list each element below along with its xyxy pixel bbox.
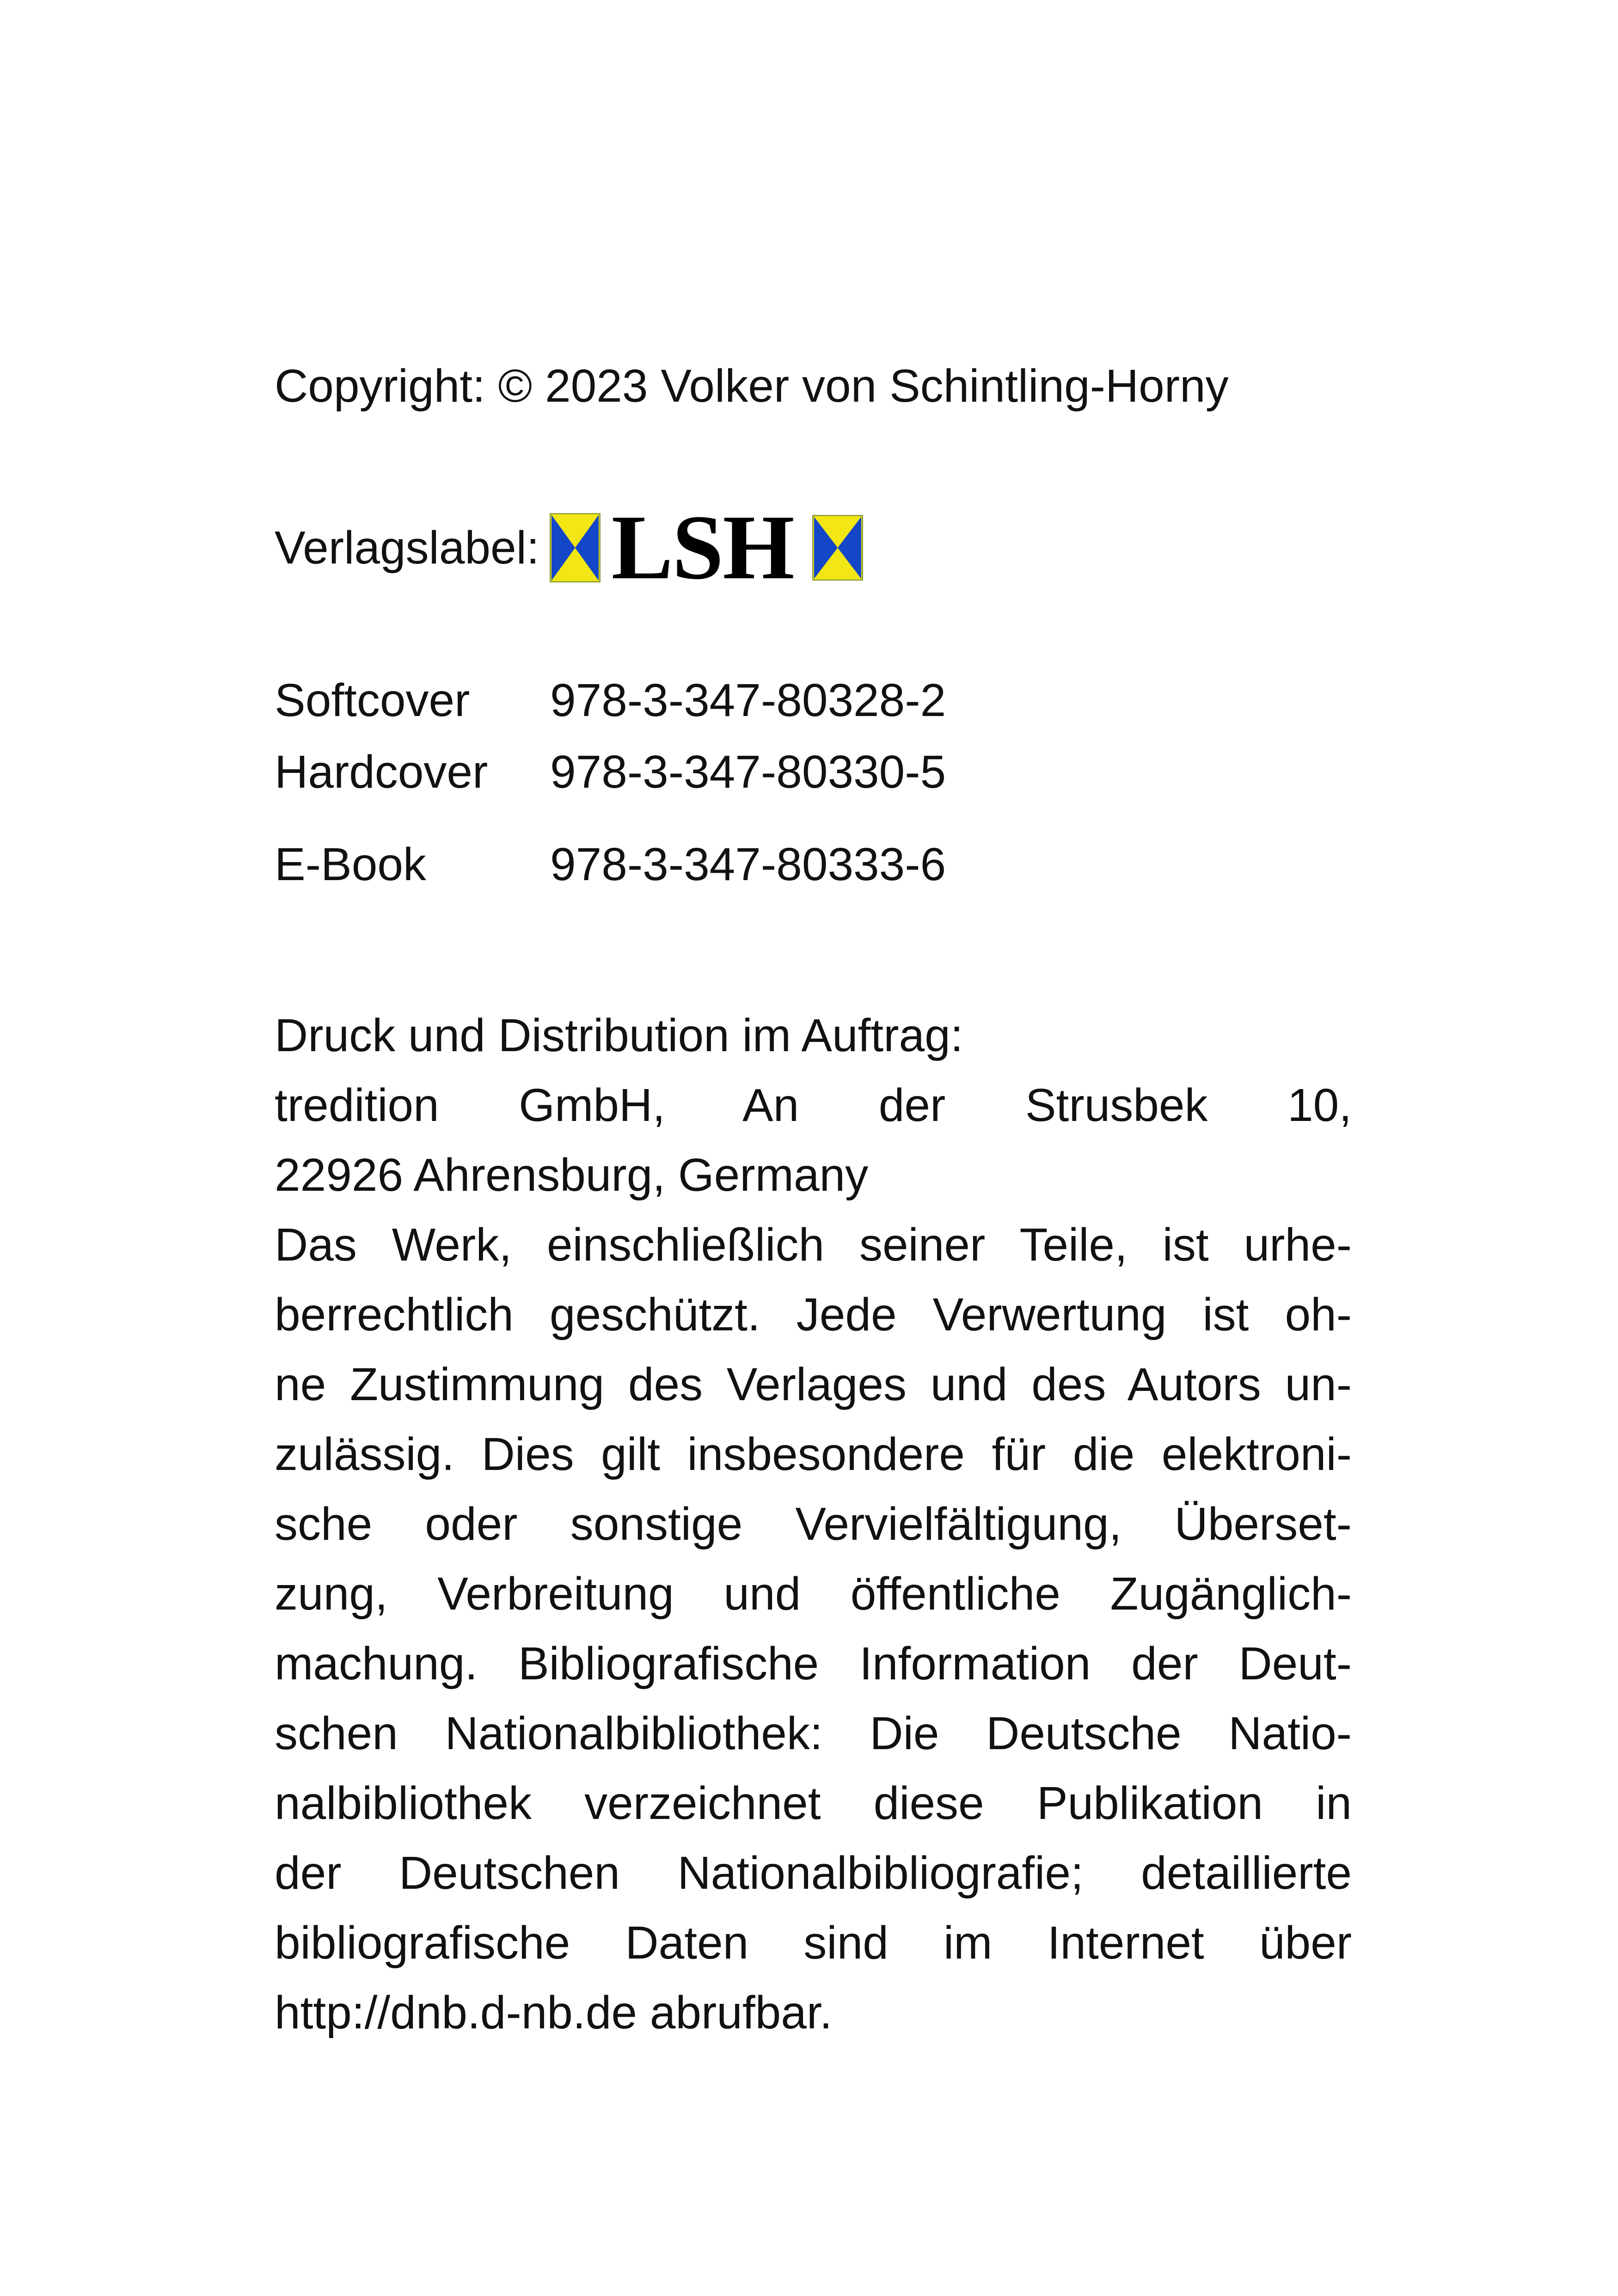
lsh-logo bbox=[550, 496, 863, 599]
printer-address-line-1 bbox=[275, 1071, 1352, 1140]
print-distribution-heading: Druck und Distribution im Auftrag: bbox=[275, 1010, 963, 1061]
publisher-label-row bbox=[275, 496, 863, 599]
isbn-kind: E-Book bbox=[275, 839, 426, 890]
lsh-logo-text: LSH bbox=[611, 496, 794, 599]
lsh-flag-right-icon bbox=[812, 515, 863, 581]
copyright-line: Copyright: © 2023 Volker von Schintling-Horny bbox=[275, 360, 1229, 412]
rights-notice bbox=[275, 1210, 1352, 2048]
rights-line: zung, Verbreitung und öffentliche Zugänglich- bbox=[275, 1568, 1352, 1620]
rights-line: zulässig. Dies gilt insbesondere für die elektroni- bbox=[275, 1428, 1352, 1480]
isbn-number: 978-3-347-80333-6 bbox=[550, 839, 946, 890]
rights-line: machung. Bibliografische Information der Deut- bbox=[275, 1638, 1352, 1690]
rights-line-dnb-link: http://dnb.d-nb.de abrufbar. bbox=[275, 1987, 833, 2039]
lsh-flag-left-icon bbox=[550, 513, 601, 582]
rights-line: der Deutschen Nationalbibliografie; detaillierte bbox=[275, 1847, 1352, 1899]
isbn-row-softcover bbox=[275, 666, 946, 735]
rights-line: schen Nationalbibliothek: Die Deutsche Natio- bbox=[275, 1708, 1352, 1759]
rights-line: nalbibliothek verzeichnet diese Publikation in bbox=[275, 1777, 1352, 1829]
isbn-row-ebook bbox=[275, 830, 946, 899]
isbn-number: 978-3-347-80328-2 bbox=[550, 674, 946, 726]
isbn-kind: Hardcover bbox=[275, 746, 488, 798]
address-text: tredition GmbH, An der Strusbek 10, bbox=[275, 1079, 1352, 1131]
rights-line: bibliografische Daten sind im Internet über bbox=[275, 1917, 1352, 1969]
rights-line: sche oder sonstige Vervielfältigung, Überset- bbox=[275, 1498, 1352, 1550]
isbn-kind: Softcover bbox=[275, 674, 470, 726]
rights-line: Das Werk, einschließlich seiner Teile, ist urhe- bbox=[275, 1219, 1352, 1271]
rights-line: berrechtlich geschützt. Jede Verwertung ist oh- bbox=[275, 1289, 1352, 1341]
isbn-number: 978-3-347-80330-5 bbox=[550, 746, 946, 798]
isbn-row-hardcover bbox=[275, 737, 946, 807]
printer-address-line-2: 22926 Ahrensburg, Germany bbox=[275, 1149, 869, 1201]
publisher-label-prefix: Verlagslabel: bbox=[275, 522, 539, 574]
rights-line: ne Zustimmung des Verlages und des Autors un- bbox=[275, 1359, 1352, 1410]
